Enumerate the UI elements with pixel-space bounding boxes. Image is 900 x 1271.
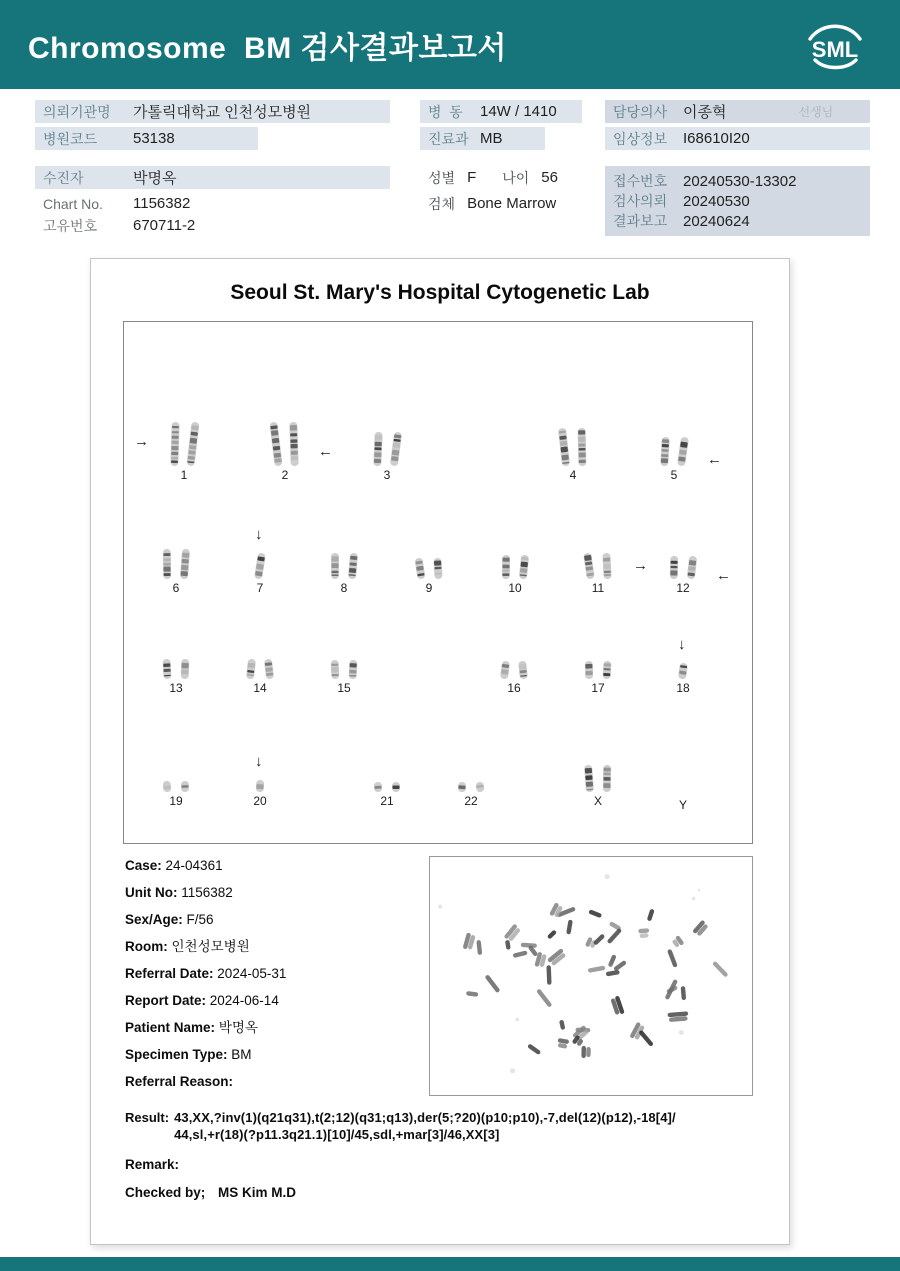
receipt-no-label: 접수번호 xyxy=(613,173,668,189)
chromosome-label: 9 xyxy=(425,581,433,595)
field-hospital-code xyxy=(35,127,258,150)
patient-name-value: 박명옥 xyxy=(133,170,177,187)
case-field-patient-name xyxy=(125,1021,425,1035)
case-field-report-date xyxy=(125,994,425,1008)
karyotype-chromosome-X xyxy=(568,765,628,807)
case-field-label: Referral Reason: xyxy=(125,1074,234,1089)
chromosome-label: 22 xyxy=(464,794,478,808)
case-field-value: 24-04361 xyxy=(161,858,223,873)
case-field-value: F/56 xyxy=(182,912,214,927)
case-info-list xyxy=(125,859,425,1102)
result-label: Result: xyxy=(125,1110,170,1125)
hospital-code-label: 병원코드 xyxy=(43,130,98,147)
logo-text: SML xyxy=(811,36,859,62)
case-field-referral-date xyxy=(125,967,425,981)
karyotype-chromosome-9 xyxy=(399,558,459,594)
chromosome-label: 18 xyxy=(676,681,690,695)
karyotype-chromosome-20 xyxy=(230,780,290,807)
chromosome-label: 12 xyxy=(676,581,690,595)
karyotype-chromosome-22 xyxy=(441,782,501,807)
karyotype-chromosome-21 xyxy=(357,782,417,807)
lab-title: Seoul St. Mary's Hospital Cytogenetic Lab xyxy=(230,281,650,304)
chromosome-label: 13 xyxy=(169,681,183,695)
report-title: Chromosome BM 검사결과보고서 xyxy=(28,31,507,65)
doctor-value: 이종혁 xyxy=(683,104,727,121)
karyotype-chromosome-3 xyxy=(357,432,417,481)
arrow-right-icon: ← xyxy=(707,450,722,468)
case-field-value: 1156382 xyxy=(177,885,233,900)
case-field-label: Specimen Type: xyxy=(125,1047,228,1062)
receipt-no-value: 20240530-13302 xyxy=(683,172,797,190)
checked-by-block xyxy=(125,1185,296,1200)
field-report-date xyxy=(613,211,862,231)
department-value: MB xyxy=(480,130,503,147)
chart-no-value: 1156382 xyxy=(133,195,191,212)
checked-by-value: MS Kim M.D xyxy=(218,1185,297,1200)
report-header xyxy=(0,0,900,89)
checked-by-label: Checked by; xyxy=(125,1185,206,1200)
case-field-specimen-type xyxy=(125,1048,425,1062)
case-field-label: Unit No: xyxy=(125,885,178,900)
field-ward xyxy=(420,100,582,123)
doctor-label: 담당의사 xyxy=(613,103,668,120)
report-date-value: 20240624 xyxy=(683,212,750,230)
clinical-info-value: I68610I20 xyxy=(683,130,750,147)
sml-logo-icon xyxy=(802,17,868,73)
case-field-label: Room: xyxy=(125,939,168,954)
chart-no-label: Chart No. xyxy=(43,195,103,212)
unique-no-value: 670711-2 xyxy=(133,217,196,234)
field-receipt-no xyxy=(613,171,862,191)
unique-no-label: 고유번호 xyxy=(43,217,98,234)
arrow-top-icon: ↓ xyxy=(678,636,686,653)
karyotype-chromosome-1 xyxy=(154,422,214,481)
request-date-value: 20240530 xyxy=(683,192,750,210)
chromosome-label: 14 xyxy=(253,681,267,695)
case-field-case xyxy=(125,859,425,873)
chromosome-label: 7 xyxy=(256,581,264,595)
chromosome-label: 20 xyxy=(253,794,267,808)
client-org-label: 의뢰기관명 xyxy=(43,103,111,120)
ward-label: 병 동 xyxy=(428,103,463,120)
karyotype-chromosome-7 xyxy=(230,553,290,594)
specimen-label: 검체 xyxy=(428,195,456,212)
field-department xyxy=(420,127,545,150)
karyotype-chromosome-10 xyxy=(485,555,545,594)
chromosome-label: 15 xyxy=(337,681,351,695)
case-field-label: Report Date: xyxy=(125,993,207,1008)
case-field-value: 2024-05-31 xyxy=(213,966,287,981)
arrow-right-icon: ← xyxy=(716,566,731,584)
karyotype-chromosome-Y xyxy=(653,792,713,811)
remark-label: Remark: xyxy=(125,1157,180,1172)
report-date-label: 결과보고 xyxy=(613,213,668,229)
sex-value: F xyxy=(467,169,477,186)
chromosome-label: 19 xyxy=(169,794,183,808)
chromosome-label: 21 xyxy=(380,794,394,808)
chromosome-label: 8 xyxy=(340,581,348,595)
case-field-label: Sex/Age: xyxy=(125,912,183,927)
result-line2: 44,sl,+r(18)(?p11.3q21.1)[10]/45,sdl,+mar[3]/46,XX[3] xyxy=(174,1127,500,1142)
receipt-block xyxy=(605,166,870,236)
patient-info-section xyxy=(0,100,900,248)
karyotype-chromosome-2 xyxy=(255,422,315,481)
department-label: 진료과 xyxy=(428,130,469,147)
chromosome-label: 11 xyxy=(591,581,605,595)
patient-name-label: 수진자 xyxy=(43,169,84,186)
result-block xyxy=(125,1109,773,1143)
karyotype-chromosome-11 xyxy=(568,553,628,594)
field-clinical-info xyxy=(605,127,870,150)
case-field-label: Patient Name: xyxy=(125,1020,216,1035)
client-org-value: 가톨릭대학교 인천성모병원 xyxy=(133,104,312,121)
ward-value: 14W / 1410 xyxy=(480,103,557,120)
case-field-value: BM xyxy=(227,1047,252,1062)
case-field-label: Case: xyxy=(125,858,162,873)
case-field-value: 박명옥 xyxy=(215,1020,258,1035)
karyotype-chromosome-14 xyxy=(230,659,290,694)
case-field-referral-reason xyxy=(125,1075,425,1089)
field-sex-age xyxy=(420,166,566,189)
chromosome-label: X xyxy=(593,794,602,808)
chromosome-label: 5 xyxy=(670,468,678,482)
karyotype-chromosome-18 xyxy=(653,663,713,694)
karyotype-chromosome-17 xyxy=(568,661,628,694)
field-doctor xyxy=(605,100,870,123)
case-field-sex-age xyxy=(125,913,425,927)
arrow-top-icon: ↓ xyxy=(255,753,263,770)
chromosome-label: 17 xyxy=(591,681,605,695)
karyotype-chromosome-15 xyxy=(314,660,374,694)
arrow-right-icon: ← xyxy=(318,443,333,460)
karyotype-chromosome-8 xyxy=(314,553,374,594)
arrow-left-icon: → xyxy=(134,433,149,450)
chromosome-label: 1 xyxy=(180,468,188,482)
doctor-suffix: 선생님 xyxy=(798,105,834,119)
chromosome-label: 6 xyxy=(172,581,180,595)
metaphase-image xyxy=(429,856,753,1096)
arrow-top-icon: ↓ xyxy=(255,526,263,543)
case-field-label: Referral Date: xyxy=(125,966,214,981)
field-request-date xyxy=(613,191,862,211)
karyotype-chromosome-13 xyxy=(146,659,206,694)
karyotype-chromosome-12 xyxy=(653,556,713,594)
karyogram xyxy=(123,321,753,844)
chromosome-label: 10 xyxy=(508,581,522,595)
karyotype-chromosome-19 xyxy=(146,781,206,807)
field-unique-no xyxy=(35,214,203,237)
hospital-code-value: 53138 xyxy=(133,130,175,147)
chromosome-label: 3 xyxy=(383,468,391,482)
case-field-room xyxy=(125,940,425,954)
chromosome-label: 2 xyxy=(281,468,289,482)
karyotype-chromosome-6 xyxy=(146,549,206,594)
chromosome-label: Y xyxy=(678,798,687,812)
footer-bar xyxy=(0,1257,900,1271)
karyotype-chromosome-16 xyxy=(484,661,544,694)
result-value xyxy=(174,1109,676,1143)
sex-label: 성별 xyxy=(428,169,456,186)
field-patient-name xyxy=(35,166,390,189)
report-card xyxy=(90,258,790,1245)
sml-logo xyxy=(802,17,868,73)
case-field-value: 인천성모병원 xyxy=(167,939,250,954)
field-chart-no xyxy=(35,192,198,215)
field-client-org xyxy=(35,100,390,123)
age-value: 56 xyxy=(541,169,558,186)
case-field-value: 2024-06-14 xyxy=(206,993,279,1008)
clinical-info-label: 임상정보 xyxy=(613,130,668,147)
metaphase-spread-icon xyxy=(430,857,752,1095)
request-date-label: 검사의뢰 xyxy=(613,193,668,209)
field-specimen xyxy=(420,192,564,215)
specimen-value: Bone Marrow xyxy=(467,195,557,212)
chromosome-label: 16 xyxy=(507,681,521,695)
karyotype-chromosome-5 xyxy=(644,437,704,481)
result-line1: 43,XX,?inv(1)(q21q31),t(2;12)(q31;q13),der(5;?20)(p10;p10),-7,del(12)(p12),-18[4]/ xyxy=(174,1110,676,1125)
arrow-left-icon: → xyxy=(633,556,648,574)
age-label: 나이 xyxy=(502,169,530,186)
chromosome-label: 4 xyxy=(569,468,577,482)
karyotype-chromosome-4 xyxy=(543,428,603,481)
remark-block xyxy=(125,1157,184,1172)
case-field-unit-no xyxy=(125,886,425,900)
